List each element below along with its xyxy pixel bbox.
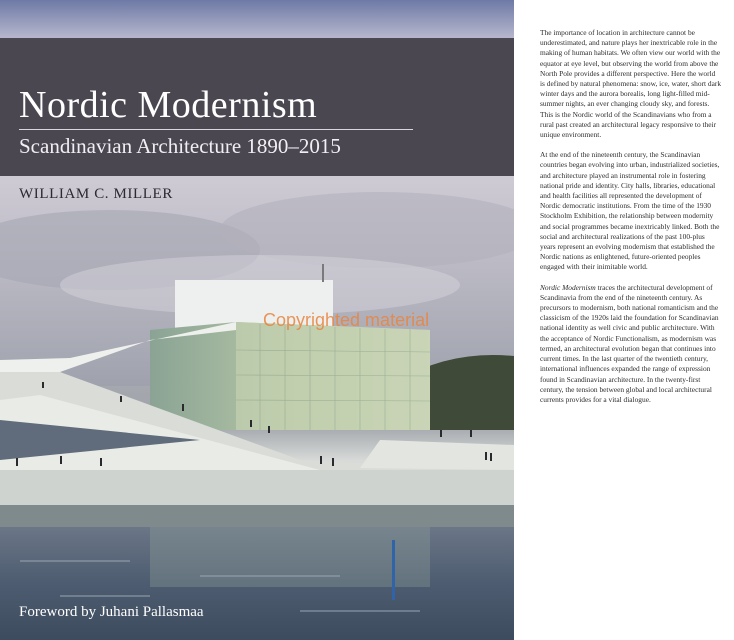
book-author: WILLIAM C. MILLER bbox=[19, 186, 173, 202]
quay bbox=[0, 470, 514, 510]
book-title: Nordic Modernism bbox=[19, 84, 318, 126]
blurb-paragraph: The importance of location in architecture cannot be underestimated, and nature plays her inextricable role in the making of human habitats. We often view our world with the equator at eye level, but observing the world from above the North Pole provides a different perspective. Here the world is defined by natural phenomena: snow, ice, water, short dark winter days and the aurora borealis, long light-filled mid-summer nights, an ever changing cloudy sky, and forests. This is the Nordic world of the Scandinavians who from a rural past created an architectural legacy responsive to their unique environment. bbox=[540, 28, 722, 140]
foreword-credit: Foreword by Juhani Pallasmaa bbox=[19, 604, 204, 620]
copyright-watermark: Copyrighted material bbox=[263, 310, 430, 330]
title-divider bbox=[19, 129, 413, 130]
book-title-italic: Nordic Modernism bbox=[540, 282, 596, 292]
book-subtitle: Scandinavian Architecture 1890–2015 bbox=[19, 134, 341, 158]
blurb-paragraph bbox=[540, 283, 722, 405]
blurb-paragraph: At the end of the nineteenth century, the Scandinavian countries began evolving into urban, industrialized societies, and architecture played an instrumental role in fostering national pride and identity. City halls, libraries, educational and health facilities all represented the development of Nordic democratic institutions. From the time of the 1930 Stockholm Exhibition, the relationship between modernity and social programmes became inextricably linked. Both the social and architectural realizations of the past 100-plus years represent an evolving modernism that established the Nordic nations as enlightened, future-oriented peoples engaged with their inimitable world. bbox=[540, 150, 720, 272]
back-cover-blurb bbox=[540, 28, 722, 415]
blurb-text: traces the architectural development of Scandinavia from the end of the nineteenth century. As precursors to modernism, both national romanticism and the classicism of the 1920s laid the foundation for Scandinavian national identity as well civic and public architecture. With the acceptance of Nordic Functionalism, as modernism was termed, an architectural evolution began that continues into current times. In the last quarter of the twentieth century, international influences expanded the range of expression found in Scandinavian architecture. In the twenty-first century, the tension between global and local architectural currents provides for a vital dialogue. bbox=[540, 282, 719, 404]
